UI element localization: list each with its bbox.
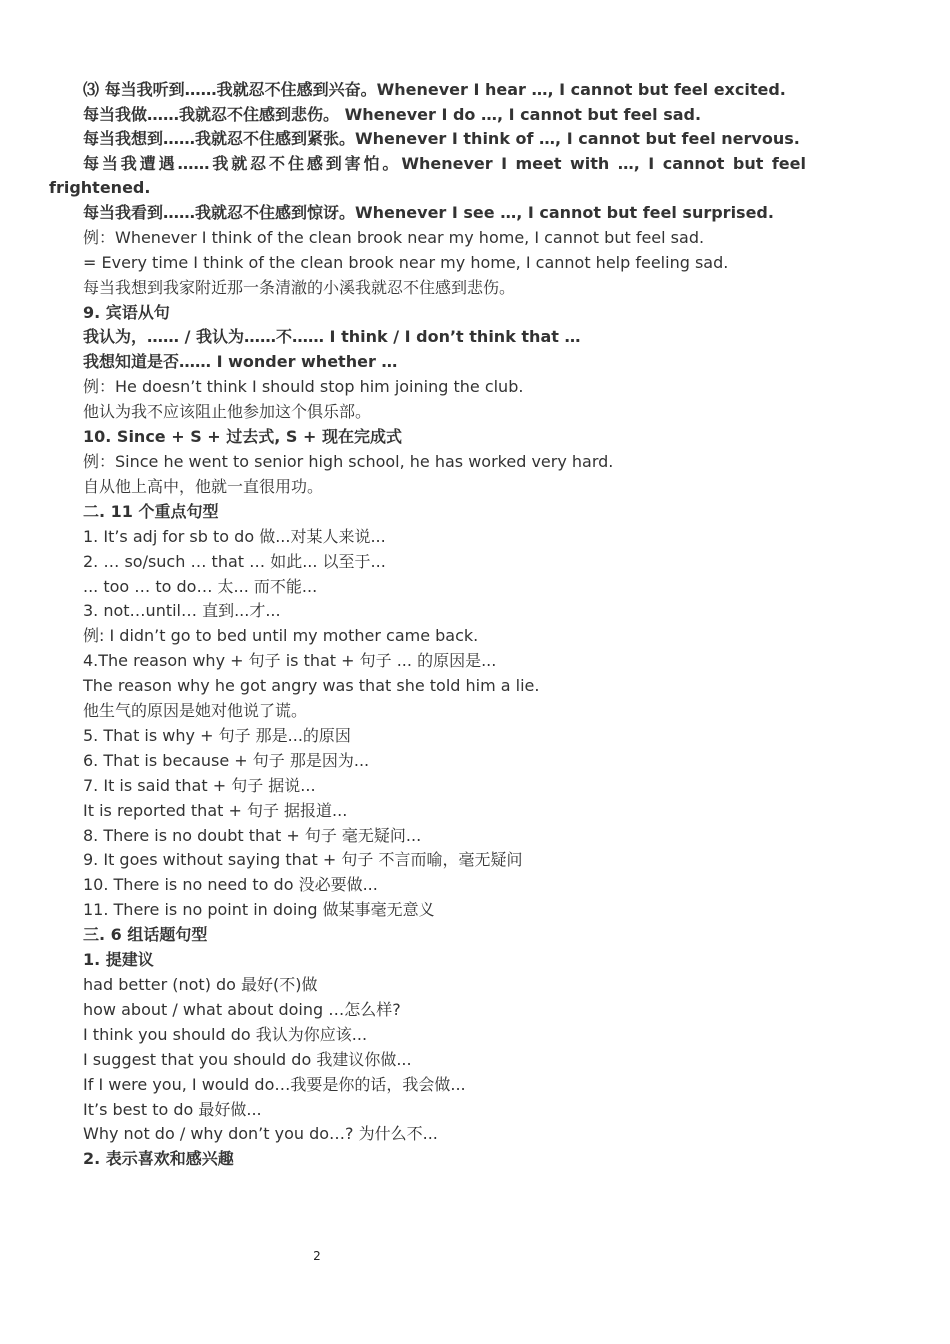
page-content	[49, 78, 806, 1172]
sentence-pattern-meet: 每当我遭遇……我就忍不住感到害怕。Whenever I meet with …, I cannot but feel frightened.	[49, 153, 806, 198]
subheading-suggestions: 1. 提建议	[83, 950, 154, 970]
list-item: 9. It goes without saying that + 句子 不言而喻，毫无疑问	[83, 850, 523, 870]
sentence-pattern-see: 每当我看到……我就忍不住感到惊讶。Whenever I see …, I cannot but feel surprised.	[83, 202, 774, 222]
list-item: 8. There is no doubt that + 句子 毫无疑问...	[83, 825, 422, 845]
list-item: 5. That is why + 句子 那是...的原因	[83, 725, 351, 745]
list-item: It’s best to do 最好做...	[83, 1099, 262, 1119]
example-sentence: The reason why he got angry was that she told him a lie.	[83, 676, 540, 696]
list-item: 7. It is said that + 句子 据说...	[83, 775, 316, 795]
example-sentence: 例：Since he went to senior high school, he has worked very hard.	[83, 451, 614, 471]
section-heading-since: 10. Since + S + 过去式, S + 现在完成式	[83, 427, 402, 447]
list-item: If I were you, I would do…我要是你的话，我会做...	[83, 1074, 466, 1094]
list-item: 4.The reason why + 句子 is that + 句子 ... 的原因是...	[83, 651, 497, 671]
list-item: how about / what about doing …怎么样?	[83, 999, 401, 1019]
sentence-pattern-hear: ⑶ 每当我听到……我就忍不住感到兴奋。Whenever I hear …, I cannot but feel excited.	[83, 80, 786, 99]
list-item: 6. That is because + 句子 那是因为...	[83, 750, 370, 770]
section-heading-key-patterns: 二. 11 个重点句型	[83, 501, 219, 521]
example-translation: 他生气的原因是她对他说了谎。	[83, 701, 308, 721]
section-heading-topic-patterns: 三. 6 组话题句型	[83, 925, 208, 945]
list-item: 10. There is no need to do 没必要做...	[83, 875, 378, 895]
example-sentence: 例：He doesn’t think I should stop him joining the club.	[83, 377, 524, 397]
pattern-i-think: 我认为，…… / 我认为……不…… I think / I don’t think that …	[83, 327, 581, 347]
section-heading-object-clause: 9. 宾语从句	[83, 302, 170, 322]
pattern-i-wonder: 我想知道是否…… I wonder whether …	[83, 352, 398, 372]
list-item: I suggest that you should do 我建议你做...	[83, 1049, 412, 1069]
list-item: 11. There is no point in doing 做某事毫无意义	[83, 900, 435, 920]
sentence-pattern-think: 每当我想到……我就忍不住感到紧张。Whenever I think of …, I cannot but feel nervous.	[83, 129, 800, 149]
list-item: ... too … to do… 太... 而不能...	[83, 576, 318, 596]
example-translation: 每当我想到我家附近那一条清澈的小溪我就忍不住感到悲伤。	[83, 277, 516, 297]
list-item: It is reported that + 句子 据报道...	[83, 800, 348, 820]
example-translation: 他认为我不应该阻止他参加这个俱乐部。	[83, 402, 372, 422]
list-item: 3. not…until… 直到...才...	[83, 601, 281, 621]
sentence-pattern-do: 每当我做……我就忍不住感到悲伤。 Whenever I do …, I cannot but feel sad.	[83, 104, 702, 124]
subheading-likes-interests: 2. 表示喜欢和感兴趣	[83, 1149, 234, 1169]
example-sentence: 例: I didn’t go to bed until my mother came back.	[83, 626, 479, 646]
list-item: Why not do / why don’t you do…? 为什么不...	[83, 1124, 438, 1144]
example-translation: 自从他上高中，他就一直很用功。	[83, 476, 324, 496]
list-item: had better (not) do 最好(不)做	[83, 975, 318, 994]
list-item: 2. … so/such … that … 如此... 以至于...	[83, 551, 386, 571]
page-number: 2	[313, 1249, 321, 1263]
list-item: I think you should do 我认为你应该...	[83, 1024, 368, 1044]
example-paraphrase: = Every time I think of the clean brook near my home, I cannot help feeling sad.	[83, 252, 729, 272]
list-item: 1. It’s adj for sb to do 做...对某人来说...	[83, 526, 386, 546]
example-sentence: 例：Whenever I think of the clean brook near my home, I cannot but feel sad.	[83, 227, 705, 247]
